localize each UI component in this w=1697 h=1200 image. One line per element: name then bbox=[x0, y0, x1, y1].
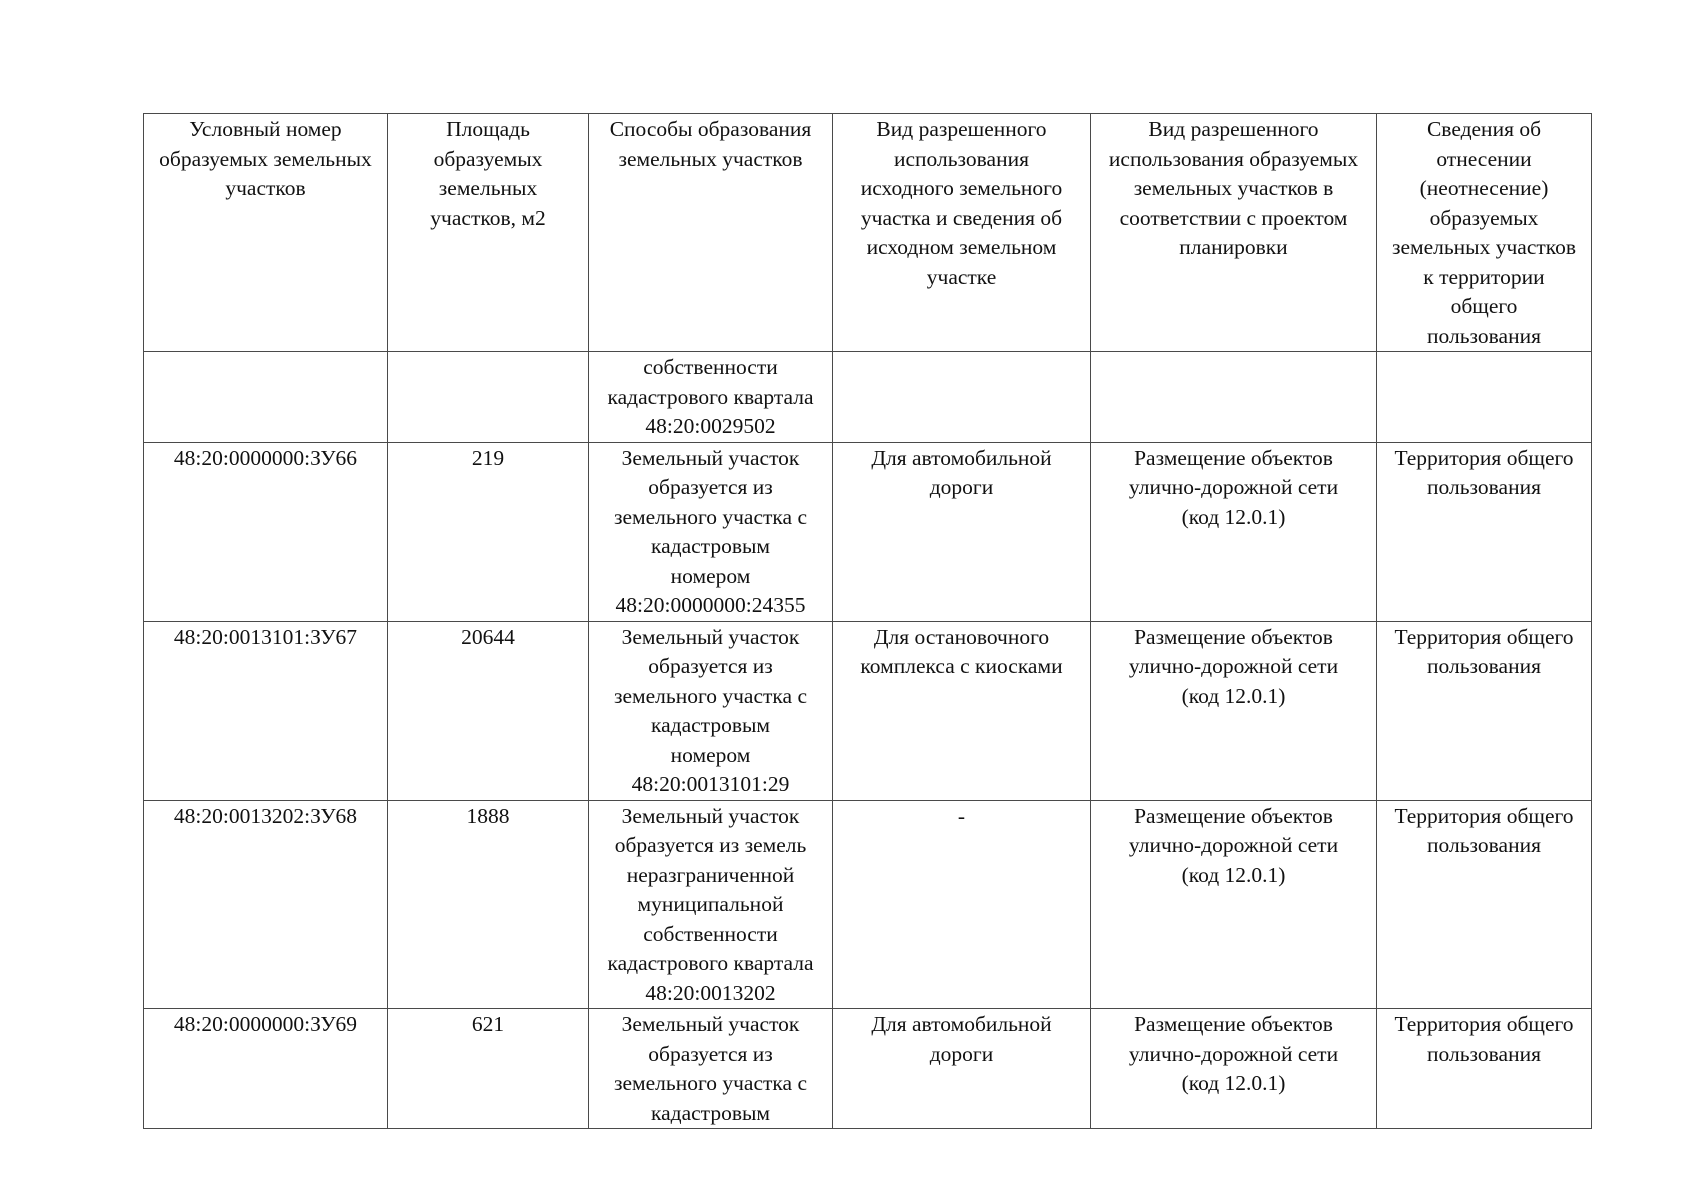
source-use-cell: - bbox=[833, 800, 1091, 1009]
public-territory-cell: Территория общего пользования bbox=[1377, 442, 1592, 621]
table-row bbox=[144, 621, 1592, 800]
formation-method-cell: Земельный участок образуется из земельного участка с кадастровым bbox=[589, 1009, 833, 1129]
source-use-cell: Для остановочного комплекса с киосками bbox=[833, 621, 1091, 800]
table-cell bbox=[388, 352, 589, 443]
formation-method-cell: Земельный участок образуется из земель неразграниченной муниципальной собственности кадастрового квартала 48:20:0013202 bbox=[589, 800, 833, 1009]
table-cell bbox=[1091, 352, 1377, 443]
target-use-cell: Размещение объектов улично-дорожной сети (код 12.0.1) bbox=[1091, 621, 1377, 800]
source-use-cell: Для автомобильной дороги bbox=[833, 1009, 1091, 1129]
header-target-permitted-use: Вид разрешенного использования образуемых земельных участков в соответствии с проектом планировки bbox=[1091, 114, 1377, 352]
table-cell bbox=[833, 352, 1091, 443]
plot-area-cell: 621 bbox=[388, 1009, 589, 1129]
land-plots-table bbox=[143, 113, 1592, 1129]
source-use-cell: Для автомобильной дороги bbox=[833, 442, 1091, 621]
table-row bbox=[144, 442, 1592, 621]
table-header-row bbox=[144, 114, 1592, 352]
public-territory-cell: Территория общего пользования bbox=[1377, 800, 1592, 1009]
formation-method-cell: Земельный участок образуется из земельного участка с кадастровым номером 48:20:0013101:29 bbox=[589, 621, 833, 800]
plot-area-cell: 1888 bbox=[388, 800, 589, 1009]
target-use-cell: Размещение объектов улично-дорожной сети (код 12.0.1) bbox=[1091, 442, 1377, 621]
table-cell bbox=[1377, 352, 1592, 443]
header-plot-area: Площадь образуемых земельных участков, м2 bbox=[388, 114, 589, 352]
table-cell bbox=[144, 352, 388, 443]
header-formation-method: Способы образования земельных участков bbox=[589, 114, 833, 352]
plot-area-cell: 219 bbox=[388, 442, 589, 621]
target-use-cell: Размещение объектов улично-дорожной сети (код 12.0.1) bbox=[1091, 800, 1377, 1009]
table-row bbox=[144, 800, 1592, 1009]
table-row-continuation bbox=[144, 352, 1592, 443]
plot-number-cell: 48:20:0000000:ЗУ69 bbox=[144, 1009, 388, 1129]
formation-method-cell: Земельный участок образуется из земельного участка с кадастровым номером 48:20:0000000:24355 bbox=[589, 442, 833, 621]
table-row bbox=[144, 1009, 1592, 1129]
plot-number-cell: 48:20:0013101:ЗУ67 bbox=[144, 621, 388, 800]
plot-number-cell: 48:20:0000000:ЗУ66 bbox=[144, 442, 388, 621]
header-source-permitted-use: Вид разрешенного использования исходного земельного участка и сведения об исходном земельном участке bbox=[833, 114, 1091, 352]
header-plot-number: Условный номер образуемых земельных участков bbox=[144, 114, 388, 352]
target-use-cell: Размещение объектов улично-дорожной сети (код 12.0.1) bbox=[1091, 1009, 1377, 1129]
public-territory-cell: Территория общего пользования bbox=[1377, 621, 1592, 800]
public-territory-cell: Территория общего пользования bbox=[1377, 1009, 1592, 1129]
table-cell: собственности кадастрового квартала 48:20:0029502 bbox=[589, 352, 833, 443]
plot-number-cell: 48:20:0013202:ЗУ68 bbox=[144, 800, 388, 1009]
plot-area-cell: 20644 bbox=[388, 621, 589, 800]
header-public-territory: Сведения об отнесении (неотнесение) образуемых земельных участков к территории общего пользования bbox=[1377, 114, 1592, 352]
